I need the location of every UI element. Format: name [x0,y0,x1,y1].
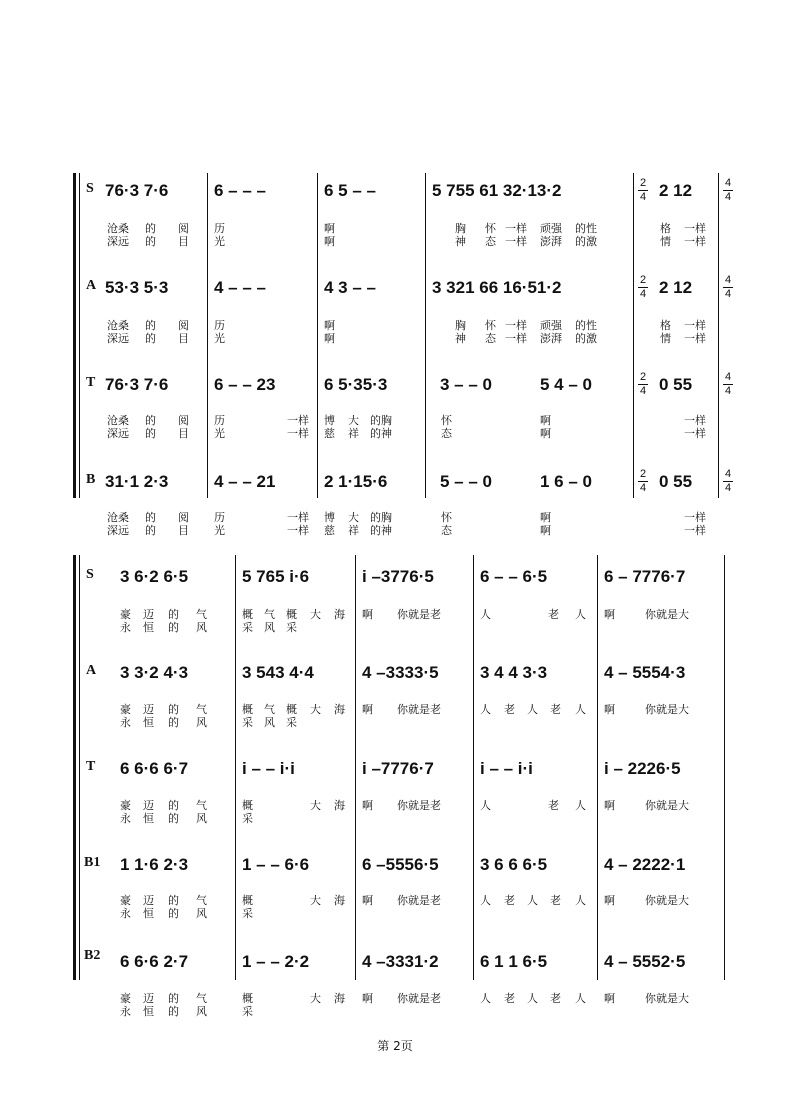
lyric: 态 [485,332,496,345]
part-label: S [86,567,94,582]
lyric: 澎湃 [540,235,562,248]
lyric: 啊 [324,332,335,345]
lyric: 啊 [604,703,615,716]
lyric: 光 [214,235,225,248]
lyric: 概 [242,894,253,907]
lyric: 恒 [143,621,154,634]
lyric: 人 [527,703,538,716]
measure-notes: 6 – 7776·7 [604,567,686,586]
barline [473,555,474,980]
measure-notes: 6 5 – – [324,181,376,200]
lyric: 人 [480,799,491,812]
lyric: 人 [575,703,586,716]
lyric: 豪 [120,799,131,812]
measure-notes: 1 – – 2·2 [242,952,310,971]
lyric: 大 [310,608,321,621]
lyric: 气 [196,992,207,1005]
lyric: 你就是老 [397,799,441,812]
lyric: 一样 [287,427,309,440]
measure-notes: 6 1 1 6·5 [480,952,548,971]
part-label: S [86,181,94,196]
lyric: 态 [441,427,452,440]
lyric: 的 [168,812,179,825]
lyric: 大 [310,992,321,1005]
part-label: B1 [84,855,101,870]
lyric: 的 [168,907,179,920]
lyric: 风 [196,812,207,825]
measure-notes: 3 3·2 4·3 [120,663,189,682]
end-time-signature: 4 4 [724,371,732,397]
lyric: 的激 [575,332,597,345]
lyric: 人 [480,894,491,907]
lyric: 啊 [604,894,615,907]
lyric: 概 [286,608,297,621]
lyric: 永 [120,907,131,920]
lyric: 恒 [143,907,154,920]
measure-notes: 3 – – 0 [440,375,492,394]
lyric: 目 [178,332,189,345]
barline [207,173,208,498]
barline [597,555,598,980]
lyric: 的 [168,894,179,907]
lyric: 风 [196,716,207,729]
lyric: 的 [145,235,156,248]
lyric: 气 [264,703,275,716]
lyric: 你就是老 [397,894,441,907]
measure-notes: 4 –3333·5 [362,663,439,682]
measure-notes: 5 765 i·6 [242,567,310,586]
lyric: 大 [348,414,359,427]
lyric: 的激 [575,235,597,248]
lyric: 的 [168,716,179,729]
lyric: 大 [310,799,321,812]
lyric: 气 [196,799,207,812]
lyric: 的 [168,1005,179,1018]
measure-notes: 6 6·6 6·7 [120,759,189,778]
lyric: 的 [145,427,156,440]
lyric: 概 [242,799,253,812]
measure-notes: 6 –5556·5 [362,855,439,874]
lyric: 的 [168,799,179,812]
measure-notes: i – 2226·5 [604,759,681,778]
lyric: 啊 [362,992,373,1005]
barline [355,555,356,980]
lyric: 啊 [540,427,551,440]
lyric: 历 [214,319,225,332]
lyric: 怀 [485,222,496,235]
lyric: 一样 [287,414,309,427]
lyric: 历 [214,414,225,427]
lyric: 风 [196,621,207,634]
lyric: 一样 [505,332,527,345]
lyric: 人 [575,799,586,812]
measure-notes: 0 55 [659,375,693,394]
lyric: 深远 [107,332,129,345]
lyric: 你就是老 [397,703,441,716]
page-number: 第 2页 [377,1039,413,1053]
lyric: 一样 [684,427,706,440]
lyric: 啊 [362,799,373,812]
lyric: 顽强 [540,319,562,332]
lyric: 沧桑 [107,414,129,427]
lyric: 海 [334,992,345,1005]
lyric: 人 [527,992,538,1005]
time-signature: 2 4 [639,274,647,300]
lyric: 沧桑 [107,319,129,332]
lyric: 大 [310,894,321,907]
lyric: 的 [145,319,156,332]
measure-notes: 2 12 [659,181,693,200]
lyric: 你就是大 [645,992,689,1005]
barline [718,173,719,498]
lyric: 光 [214,427,225,440]
lyric: 目 [178,427,189,440]
measure-notes: 3 4 4 3·3 [480,663,548,682]
lyric: 采 [242,1005,253,1018]
measure-notes: 4 – 2222·1 [604,855,686,874]
lyric: 永 [120,716,131,729]
end-time-signature: 4 4 [724,468,732,494]
lyric: 怀 [441,511,452,524]
measure-notes: 6 5·35·3 [324,375,388,394]
measure-notes: 6 – – 6·5 [480,567,548,586]
lyric: 采 [242,812,253,825]
lyric: 你就是老 [397,608,441,621]
system-bracket [73,173,76,498]
measure-notes: 1 6 – 0 [540,472,592,491]
lyric: 怀 [485,319,496,332]
measure-notes: 3 321 66 16·51·2 [432,278,562,297]
time-signature: 2 4 [639,371,647,397]
lyric: 你就是大 [645,703,689,716]
lyric: 永 [120,621,131,634]
measure-notes: 4 – 5552·5 [604,952,686,971]
measure-notes: 4 –3331·2 [362,952,439,971]
lyric: 你就是大 [645,608,689,621]
lyric: 恒 [143,716,154,729]
lyric: 的 [168,992,179,1005]
measure-notes: 2 12 [659,278,693,297]
lyric: 历 [214,222,225,235]
lyric: 一样 [505,235,527,248]
lyric: 老 [504,992,515,1005]
lyric: 沧桑 [107,222,129,235]
measure-notes: 6 – – – [214,181,266,200]
lyric: 采 [286,716,297,729]
lyric: 目 [178,524,189,537]
lyric: 人 [480,703,491,716]
lyric: 你就是大 [645,894,689,907]
measure-notes: i –7776·7 [362,759,434,778]
time-signature: 2 4 [639,177,647,203]
lyric: 神 [455,235,466,248]
lyric: 风 [264,716,275,729]
lyric: 啊 [362,703,373,716]
lyric: 一样 [287,511,309,524]
lyric: 的性 [575,222,597,235]
measure-notes: 31·1 2·3 [105,472,169,491]
lyric: 概 [242,608,253,621]
lyric: 的神 [370,427,392,440]
lyric: 祥 [348,427,359,440]
lyric: 啊 [324,319,335,332]
lyric: 大 [348,511,359,524]
lyric: 啊 [540,414,551,427]
lyric: 老 [548,608,559,621]
part-label: B [86,472,96,487]
measure-notes: 1 1·6 2·3 [120,855,189,874]
lyric: 的性 [575,319,597,332]
lyric: 气 [196,894,207,907]
lyric: 老 [550,894,561,907]
measure-notes: 4 3 – – [324,278,376,297]
measure-notes: 53·3 5·3 [105,278,169,297]
measure-notes: i –3776·5 [362,567,434,586]
lyric: 采 [242,907,253,920]
part-label: B2 [84,948,101,963]
part-label: T [86,375,96,390]
lyric: 豪 [120,703,131,716]
lyric: 老 [548,799,559,812]
lyric: 你就是老 [397,992,441,1005]
lyric: 啊 [540,511,551,524]
lyric: 一样 [684,319,706,332]
lyric: 采 [242,716,253,729]
lyric: 海 [334,703,345,716]
lyric: 豪 [120,992,131,1005]
lyric: 气 [264,608,275,621]
lyric: 一样 [684,235,706,248]
measure-notes: i – – i·i [480,759,533,778]
part-label: T [86,759,96,774]
part-label: A [86,663,97,678]
end-time-signature: 4 4 [724,177,732,203]
measure-notes: 76·3 7·6 [105,181,169,200]
lyric: 的 [145,511,156,524]
lyric: 一样 [505,319,527,332]
lyric: 气 [196,703,207,716]
lyric: 的 [145,524,156,537]
lyric: 大 [310,703,321,716]
lyric: 态 [441,524,452,537]
lyric: 阅 [178,414,189,427]
lyric: 采 [242,621,253,634]
lyric: 人 [575,608,586,621]
lyric: 啊 [324,235,335,248]
lyric: 风 [196,907,207,920]
lyric: 概 [286,703,297,716]
lyric: 一样 [684,511,706,524]
lyric: 你就是大 [645,799,689,812]
system-bracket [73,555,76,980]
lyric: 历 [214,511,225,524]
measure-notes: 4 – 5554·3 [604,663,686,682]
lyric: 一样 [505,222,527,235]
lyric: 澎湃 [540,332,562,345]
measure-notes: 1 – – 6·6 [242,855,310,874]
measure-notes: 3 543 4·4 [242,663,314,682]
lyric: 沧桑 [107,511,129,524]
measure-notes: 6 – – 23 [214,375,276,394]
lyric: 气 [196,608,207,621]
lyric: 概 [242,703,253,716]
lyric: 阅 [178,511,189,524]
lyric: 啊 [540,524,551,537]
lyric: 一样 [684,414,706,427]
lyric: 概 [242,992,253,1005]
lyric: 的 [145,222,156,235]
time-signature: 2 4 [639,468,647,494]
lyric: 博 [324,414,335,427]
part-label: A [86,278,97,293]
lyric: 老 [550,703,561,716]
lyric: 阅 [178,222,189,235]
lyric: 迈 [143,703,154,716]
lyric: 啊 [362,608,373,621]
lyric: 一样 [684,222,706,235]
end-time-signature: 4 4 [724,274,732,300]
lyric: 慈 [324,427,335,440]
measure-notes: 5 4 – 0 [540,375,592,394]
lyric: 迈 [143,799,154,812]
lyric: 迈 [143,894,154,907]
lyric: 一样 [684,332,706,345]
lyric: 恒 [143,812,154,825]
lyric: 情 [660,332,671,345]
lyric: 慈 [324,524,335,537]
lyric: 恒 [143,1005,154,1018]
lyric: 豪 [120,608,131,621]
measure-notes: 5 755 61 32·13·2 [432,181,562,200]
lyric: 的 [168,703,179,716]
lyric: 的神 [370,524,392,537]
lyric: 人 [480,608,491,621]
lyric: 啊 [604,608,615,621]
lyric: 情 [660,235,671,248]
lyric: 风 [196,1005,207,1018]
measure-notes: 5 – – 0 [440,472,492,491]
lyric: 一样 [684,524,706,537]
lyric: 人 [575,992,586,1005]
barline [633,173,634,498]
lyric: 人 [575,894,586,907]
lyric: 海 [334,799,345,812]
lyric: 老 [504,894,515,907]
lyric: 老 [504,703,515,716]
measure-notes: 4 – – 21 [214,472,276,491]
lyric: 胸 [455,222,466,235]
lyric: 啊 [324,222,335,235]
lyric: 啊 [604,992,615,1005]
lyric: 的 [145,414,156,427]
lyric: 怀 [441,414,452,427]
lyric: 的胸 [370,511,392,524]
barline [724,555,725,980]
lyric: 海 [334,894,345,907]
lyric: 人 [480,992,491,1005]
barline [317,173,318,498]
system-line [79,173,80,498]
lyric: 阅 [178,319,189,332]
lyric: 神 [455,332,466,345]
lyric: 迈 [143,608,154,621]
lyric: 光 [214,524,225,537]
barline [235,555,236,980]
measure-notes: 2 1·15·6 [324,472,388,491]
lyric: 永 [120,812,131,825]
lyric: 迈 [143,992,154,1005]
lyric: 格 [660,222,671,235]
measure-notes: 4 – – – [214,278,266,297]
lyric: 格 [660,319,671,332]
lyric: 人 [527,894,538,907]
measure-notes: 6 6·6 2·7 [120,952,189,971]
lyric: 深远 [107,235,129,248]
measure-notes: 3 6 6 6·5 [480,855,548,874]
lyric: 博 [324,511,335,524]
lyric: 目 [178,235,189,248]
lyric: 啊 [604,799,615,812]
barline [425,173,426,498]
lyric: 老 [550,992,561,1005]
lyric: 的 [168,608,179,621]
lyric: 的胸 [370,414,392,427]
measure-notes: i – – i·i [242,759,295,778]
system-line [79,555,80,980]
lyric: 永 [120,1005,131,1018]
measure-notes: 76·3 7·6 [105,375,169,394]
lyric: 啊 [362,894,373,907]
measure-notes: 3 6·2 6·5 [120,567,189,586]
measure-notes: 0 55 [659,472,693,491]
lyric: 祥 [348,524,359,537]
lyric: 的 [145,332,156,345]
lyric: 风 [264,621,275,634]
lyric: 豪 [120,894,131,907]
lyric: 的 [168,621,179,634]
lyric: 态 [485,235,496,248]
lyric: 海 [334,608,345,621]
lyric: 采 [286,621,297,634]
lyric: 深远 [107,524,129,537]
lyric: 胸 [455,319,466,332]
lyric: 光 [214,332,225,345]
lyric: 深远 [107,427,129,440]
lyric: 顽强 [540,222,562,235]
lyric: 一样 [287,524,309,537]
